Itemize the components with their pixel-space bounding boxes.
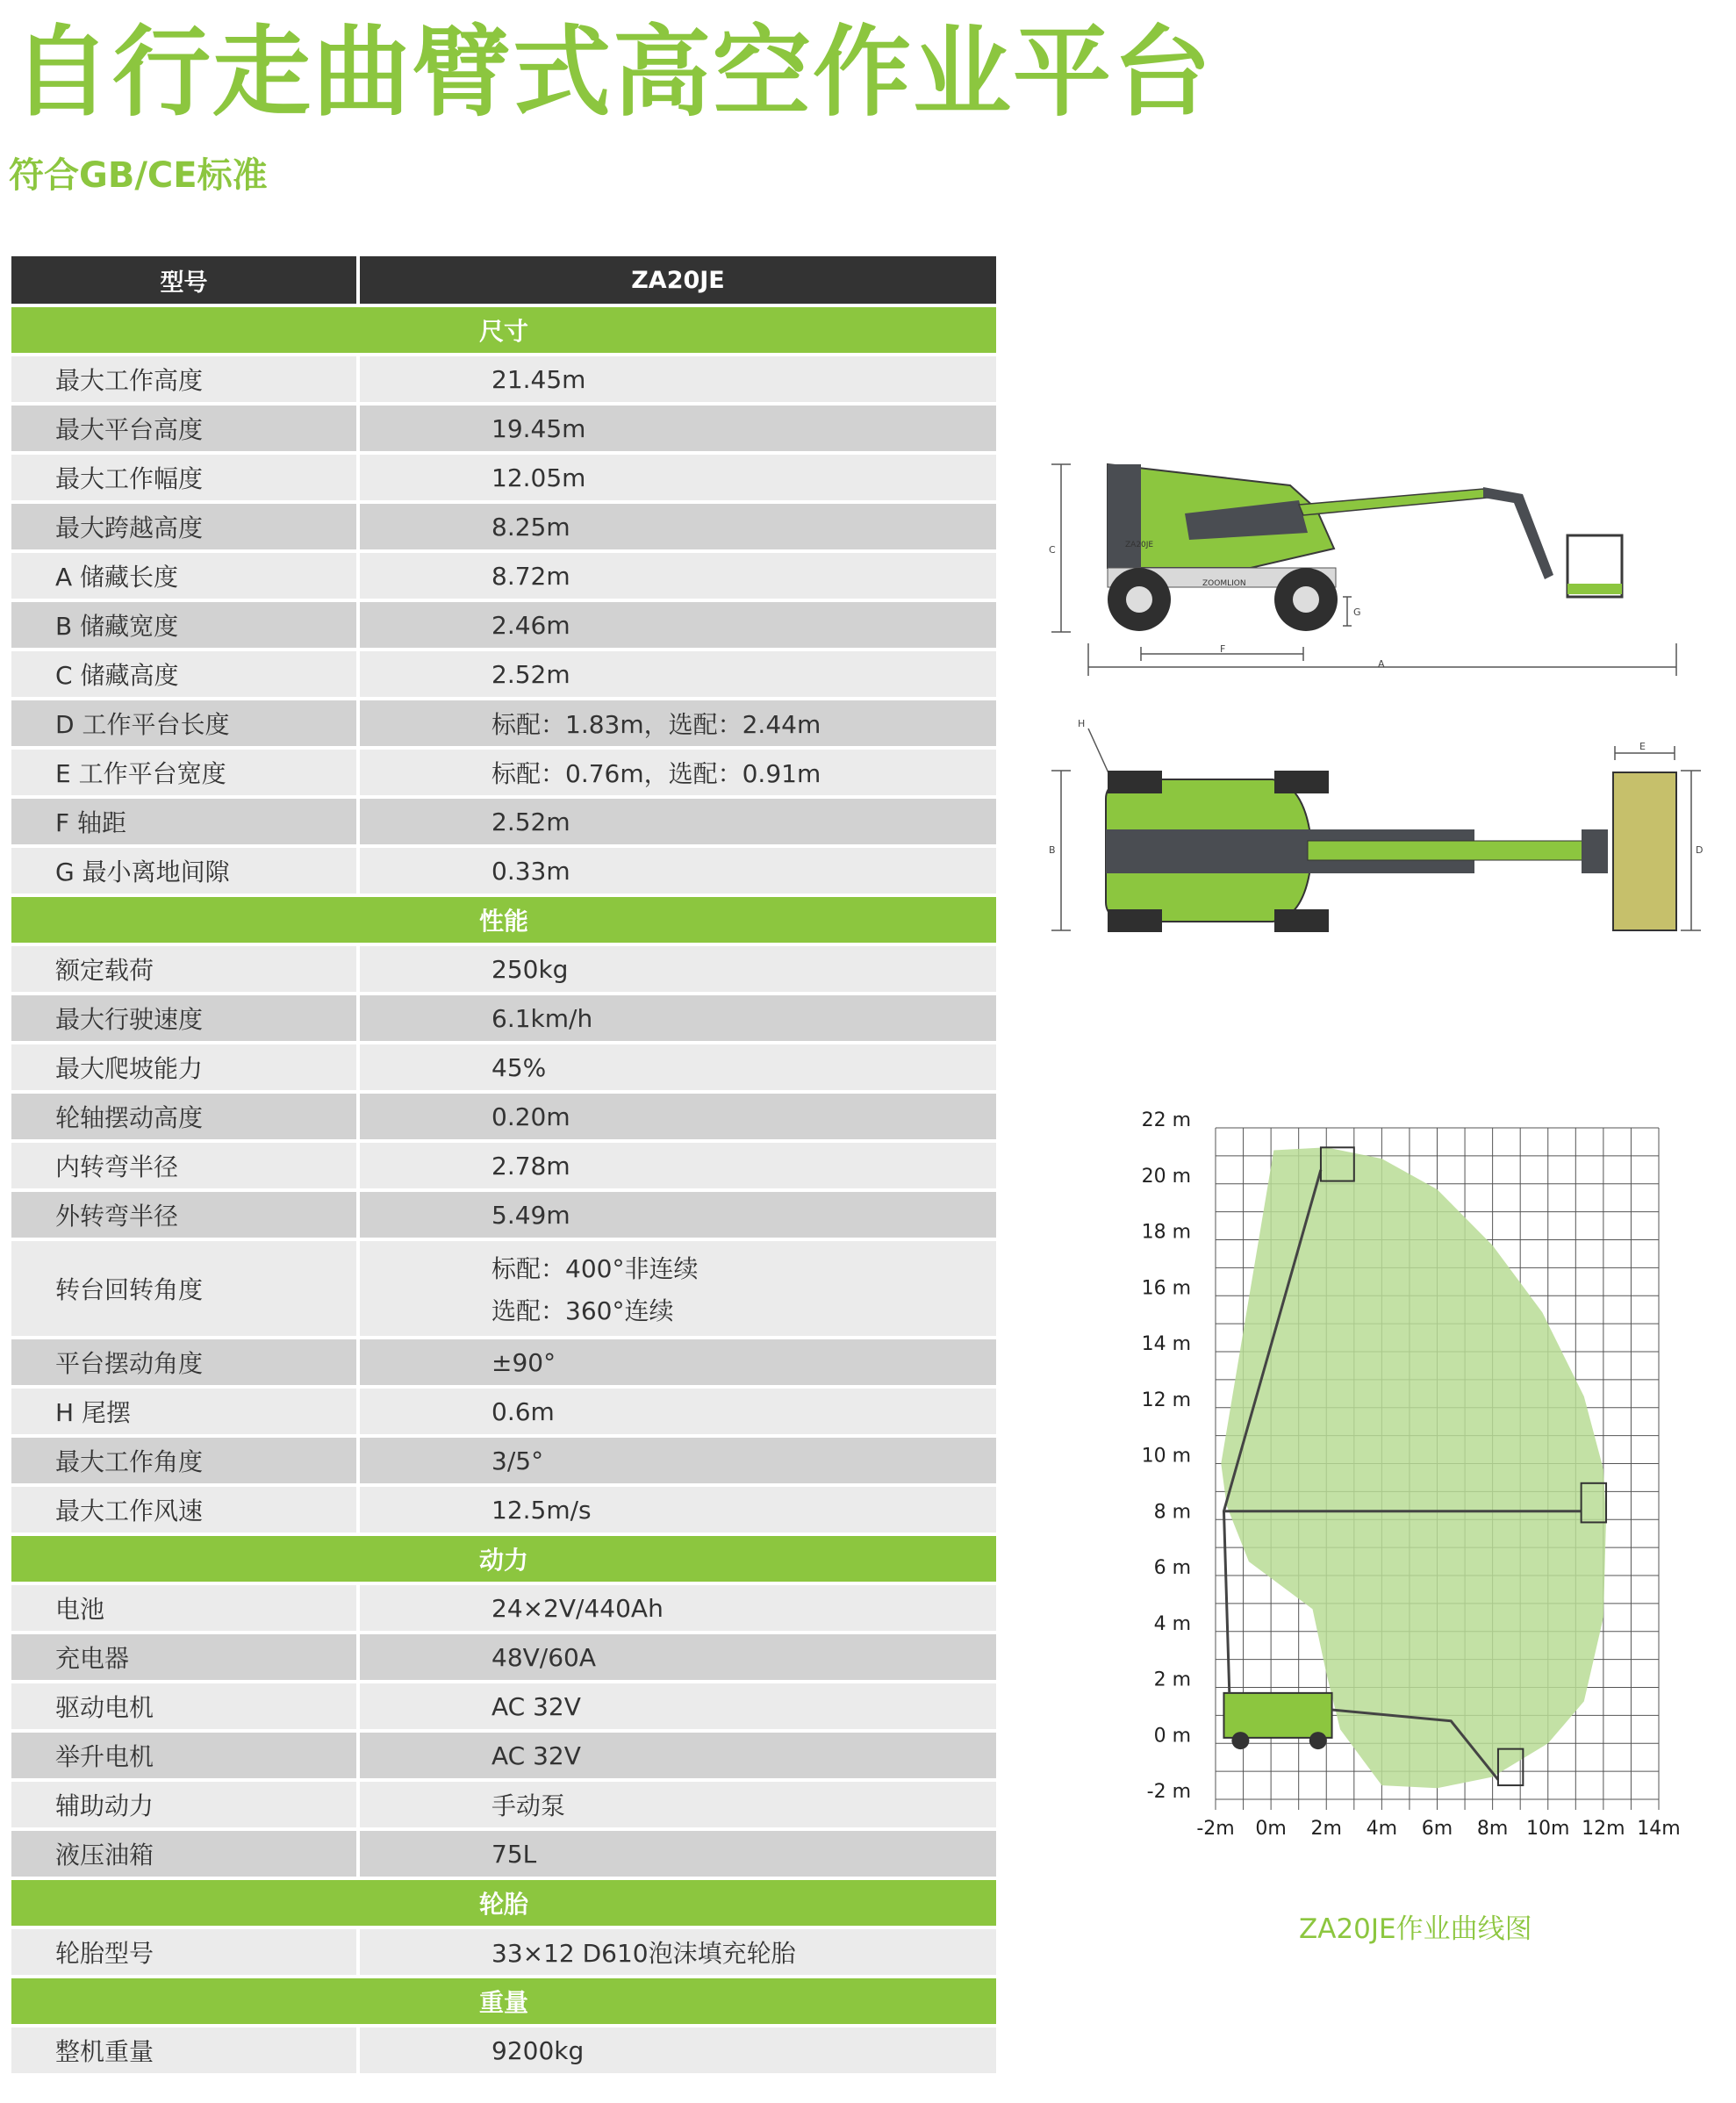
spec-value: 8.72m bbox=[360, 553, 996, 599]
spec-value: 12.05m bbox=[360, 455, 996, 500]
page-subtitle: 符合GB/CE标准 bbox=[9, 155, 268, 196]
spec-value: 21.45m bbox=[360, 356, 996, 402]
x-tick-label: 8m bbox=[1476, 1818, 1509, 1840]
table-row bbox=[11, 1192, 996, 1238]
spec-key: 电池 bbox=[11, 1585, 360, 1631]
section-header bbox=[11, 1880, 996, 1926]
page-title: 自行走曲臂式高空作业平台 bbox=[12, 16, 1213, 130]
table-row bbox=[11, 1143, 996, 1188]
y-tick-label: 2 m bbox=[1153, 1669, 1191, 1691]
table-row bbox=[11, 1241, 996, 1336]
spec-value: 250kg bbox=[360, 946, 996, 992]
spec-key: 转台回转角度 bbox=[11, 1241, 360, 1336]
table-row bbox=[11, 504, 996, 549]
spec-value: 手动泵 bbox=[360, 1782, 996, 1827]
y-tick-label: 18 m bbox=[1141, 1221, 1191, 1244]
spec-key: 内转弯半径 bbox=[11, 1143, 360, 1188]
y-tick-label: -2 m bbox=[1146, 1781, 1191, 1803]
spec-key: 额定载荷 bbox=[11, 946, 360, 992]
table-row bbox=[11, 1782, 996, 1827]
table-row bbox=[11, 356, 996, 402]
spec-value: 6.1km/h bbox=[360, 995, 996, 1041]
spec-value: 33×12 D610泡沫填充轮胎 bbox=[360, 1929, 996, 1975]
spec-key: 举升电机 bbox=[11, 1733, 360, 1778]
y-tick-label: 0 m bbox=[1153, 1725, 1191, 1748]
label-b: B bbox=[1049, 844, 1056, 856]
table-row bbox=[11, 995, 996, 1041]
table-row bbox=[11, 1094, 996, 1139]
section-header bbox=[11, 1536, 996, 1582]
machine-body bbox=[1223, 1693, 1331, 1738]
spec-key: 最大平台高度 bbox=[11, 406, 360, 451]
spec-value-line: 标配：400°非连续 bbox=[491, 1254, 699, 1283]
y-tick-label: 6 m bbox=[1153, 1557, 1191, 1579]
table-row bbox=[11, 1044, 996, 1090]
label-d: D bbox=[1696, 844, 1704, 856]
table-row bbox=[11, 406, 996, 451]
top-view-diagram bbox=[1044, 711, 1720, 948]
table-row bbox=[11, 1585, 996, 1631]
table-row bbox=[11, 1487, 996, 1532]
table-row bbox=[11, 553, 996, 599]
spec-key: 平台摆动角度 bbox=[11, 1339, 360, 1385]
spec-key: 轮轴摆动高度 bbox=[11, 1094, 360, 1139]
section-title: 重量 bbox=[11, 1978, 996, 2024]
spec-value: 12.5m/s bbox=[360, 1487, 996, 1532]
spec-key: 驱动电机 bbox=[11, 1683, 360, 1729]
section-title: 尺寸 bbox=[11, 307, 996, 353]
table-row bbox=[11, 1438, 996, 1483]
table-row bbox=[11, 651, 996, 697]
x-tick-label: 2m bbox=[1310, 1818, 1342, 1840]
table-row bbox=[11, 1634, 996, 1680]
table-row bbox=[11, 1389, 996, 1434]
spec-value: 2.78m bbox=[360, 1143, 996, 1188]
header-value: ZA20JE bbox=[360, 256, 996, 304]
spec-key: 最大行驶速度 bbox=[11, 995, 360, 1041]
table-row bbox=[11, 2028, 996, 2073]
y-tick-label: 14 m bbox=[1141, 1333, 1191, 1355]
spec-key: 最大工作风速 bbox=[11, 1487, 360, 1532]
spec-value: AC 32V bbox=[360, 1733, 996, 1778]
chart-caption: ZA20JE作业曲线图 bbox=[1299, 1913, 1532, 1945]
section-header bbox=[11, 307, 996, 353]
x-tick-label: -2m bbox=[1196, 1818, 1235, 1840]
spec-value: 0.20m bbox=[360, 1094, 996, 1139]
label-c: C bbox=[1049, 544, 1056, 556]
spec-key: 最大工作幅度 bbox=[11, 455, 360, 500]
table-row bbox=[11, 1683, 996, 1729]
y-tick-label: 12 m bbox=[1141, 1389, 1191, 1411]
model-label: ZA20JE bbox=[1125, 541, 1154, 549]
spec-key: 最大爬坡能力 bbox=[11, 1044, 360, 1090]
spec-value: 8.25m bbox=[360, 504, 996, 549]
spec-key: D 工作平台长度 bbox=[11, 700, 360, 746]
label-g: G bbox=[1353, 606, 1361, 618]
y-tick-label: 16 m bbox=[1141, 1277, 1191, 1300]
machine-wheel bbox=[1231, 1732, 1249, 1749]
spec-value: 2.52m bbox=[360, 651, 996, 697]
x-tick-label: 6m bbox=[1421, 1818, 1453, 1840]
brand-label: ZOOMLION bbox=[1202, 579, 1246, 588]
y-tick-label: 20 m bbox=[1141, 1165, 1191, 1188]
spec-value: 0.6m bbox=[360, 1389, 996, 1434]
spec-value-line: 选配：360°连续 bbox=[491, 1296, 674, 1325]
spec-key: E 工作平台宽度 bbox=[11, 750, 360, 795]
table-row bbox=[11, 1339, 996, 1385]
spec-key: B 储藏宽度 bbox=[11, 602, 360, 648]
section-title: 性能 bbox=[11, 897, 996, 943]
spec-key: 外转弯半径 bbox=[11, 1192, 360, 1238]
x-tick-label: 10m bbox=[1526, 1818, 1570, 1840]
spec-key: 轮胎型号 bbox=[11, 1929, 360, 1975]
table-row bbox=[11, 848, 996, 894]
spec-value: 5.49m bbox=[360, 1192, 996, 1238]
table-header bbox=[11, 256, 996, 304]
spec-value: 24×2V/440Ah bbox=[360, 1585, 996, 1631]
spec-value: AC 32V bbox=[360, 1683, 996, 1729]
work-envelope-chart bbox=[1106, 1106, 1703, 1887]
machine-wheel bbox=[1309, 1732, 1327, 1749]
spec-value: 2.46m bbox=[360, 602, 996, 648]
table-row bbox=[11, 602, 996, 648]
y-tick-label: 10 m bbox=[1141, 1445, 1191, 1468]
table-row bbox=[11, 1733, 996, 1778]
y-tick-label: 22 m bbox=[1141, 1109, 1191, 1131]
spec-table bbox=[11, 253, 996, 2077]
spec-value: ±90° bbox=[360, 1339, 996, 1385]
table-row bbox=[11, 700, 996, 746]
spec-key: F 轴距 bbox=[11, 799, 360, 844]
spec-value: 0.33m bbox=[360, 848, 996, 894]
spec-value: 19.45m bbox=[360, 406, 996, 451]
label-a: A bbox=[1378, 658, 1385, 670]
spec-value: 45% bbox=[360, 1044, 996, 1090]
spec-key: C 储藏高度 bbox=[11, 651, 360, 697]
table-row bbox=[11, 799, 996, 844]
section-header bbox=[11, 1978, 996, 2024]
spec-value: 75L bbox=[360, 1831, 996, 1877]
x-tick-label: 0m bbox=[1255, 1818, 1287, 1840]
section-title: 动力 bbox=[11, 1536, 996, 1582]
x-tick-label: 12m bbox=[1582, 1818, 1625, 1840]
spec-key: G 最小离地间隙 bbox=[11, 848, 360, 894]
spec-value bbox=[360, 1241, 996, 1336]
spec-value: 9200kg bbox=[360, 2028, 996, 2073]
table-row bbox=[11, 946, 996, 992]
table-row bbox=[11, 1831, 996, 1877]
y-tick-label: 4 m bbox=[1153, 1612, 1191, 1635]
spec-value: 标配：0.76m，选配：0.91m bbox=[360, 750, 996, 795]
spec-value: 标配：1.83m，选配：2.44m bbox=[360, 700, 996, 746]
section-header bbox=[11, 897, 996, 943]
section-title: 轮胎 bbox=[11, 1880, 996, 1926]
spec-key: 液压油箱 bbox=[11, 1831, 360, 1877]
spec-key: 充电器 bbox=[11, 1634, 360, 1680]
spec-key: 最大工作角度 bbox=[11, 1438, 360, 1483]
spec-key: 最大跨越高度 bbox=[11, 504, 360, 549]
header-key: 型号 bbox=[11, 256, 360, 304]
x-tick-label: 4m bbox=[1366, 1818, 1398, 1840]
label-f: F bbox=[1220, 643, 1226, 655]
table-row bbox=[11, 455, 996, 500]
side-view-diagram bbox=[1044, 452, 1720, 680]
spec-key: 整机重量 bbox=[11, 2028, 360, 2073]
table-row bbox=[11, 1929, 996, 1975]
spec-key: 最大工作高度 bbox=[11, 356, 360, 402]
spec-key: A 储藏长度 bbox=[11, 553, 360, 599]
spec-key: H 尾摆 bbox=[11, 1389, 360, 1434]
spec-key: 辅助动力 bbox=[11, 1782, 360, 1827]
spec-value: 3/5° bbox=[360, 1438, 996, 1483]
spec-value: 48V/60A bbox=[360, 1634, 996, 1680]
table-row bbox=[11, 750, 996, 795]
label-h: H bbox=[1078, 718, 1086, 729]
label-e: E bbox=[1639, 741, 1646, 752]
x-tick-label: 14m bbox=[1637, 1818, 1681, 1840]
y-tick-label: 8 m bbox=[1153, 1501, 1191, 1524]
spec-value: 2.52m bbox=[360, 799, 996, 844]
